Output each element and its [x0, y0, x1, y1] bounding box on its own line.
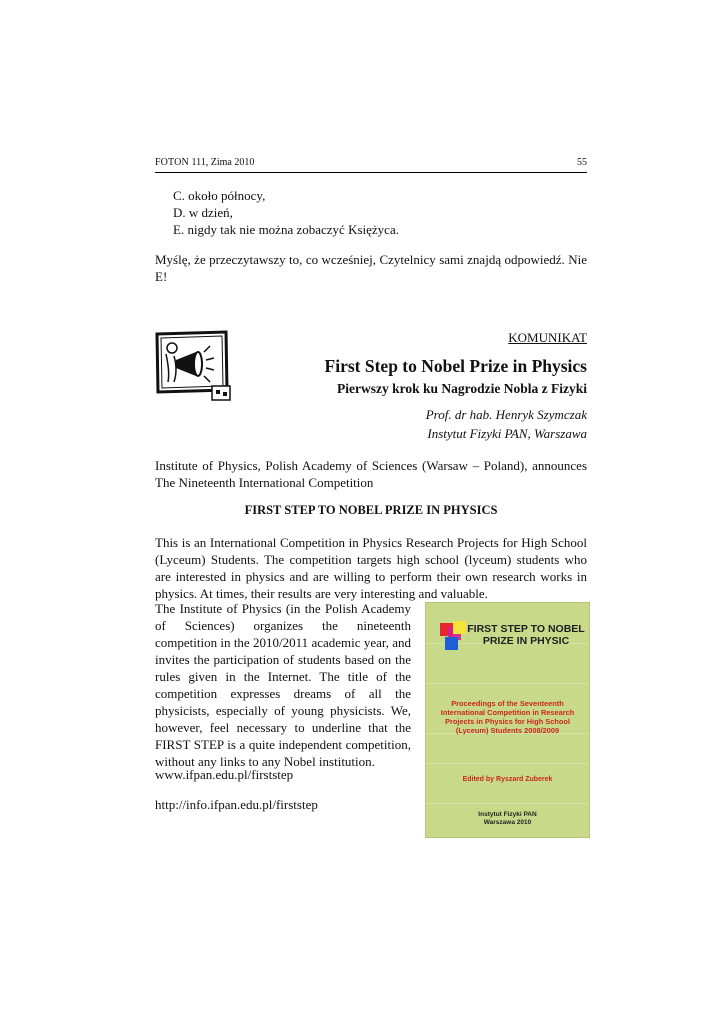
article-subtitle: Pierwszy krok ku Nagrodzie Nobla z Fizyki	[337, 381, 587, 396]
section-label: KOMUNIKAT	[508, 330, 587, 345]
author-affiliation: Instytut Fizyki PAN, Warszawa	[427, 426, 587, 441]
cover-title: FIRST STEP TO NOBEL PRIZE IN PHYSIC	[467, 623, 585, 647]
body-paragraph-wrapped: The Institute of Physics (in the Polish Academy of Sciences) organizes the nineteenth competition in the 2010/2011 academic year, and invites the participation of students based on the rules given in the Internet. The title of the competition expresses dreams of all the physicists, especially of young physicists. We, however, feel necessary to underline that the FIRST STEP is a quite independent competition, without any links to any Nobel institution.	[155, 601, 411, 769]
article-title: First Step to Nobel Prize in Physics	[324, 356, 587, 376]
closing-paragraph: Myślę, że przeczytawszy to, co wcześniej, Czytelnicy sami znajdą odpowiedź. Nie E!	[155, 252, 587, 284]
answer-options	[173, 187, 399, 238]
megaphone-icon	[154, 330, 234, 402]
competition-heading: FIRST STEP TO NOBEL PRIZE IN PHYSICS	[244, 503, 498, 517]
option-d: D. w dzień,	[173, 205, 233, 220]
author-name: Prof. dr hab. Henryk Szymczak	[425, 407, 587, 422]
book-cover-image	[425, 602, 590, 838]
running-header	[155, 156, 587, 173]
option-c: C. około północy,	[173, 188, 266, 203]
info-link[interactable]: http://info.ifpan.edu.pl/firststep	[155, 797, 318, 812]
cover-editor: Edited by Ryszard Zuberek	[462, 776, 553, 783]
journal-issue: FOTON 111, Zima 2010	[155, 157, 255, 168]
cover-publisher: Instytut Fizyki PAN Warszawa 2010	[478, 811, 537, 826]
cover-blue-square	[445, 637, 458, 650]
cover-proceedings: Proceedings of the Seventeenth International Competition in Research Projects in Physics for High School (Lyceum) Students 2008/2009	[440, 699, 575, 735]
cover-yellow-square	[453, 621, 466, 634]
website-link[interactable]: www.ifpan.edu.pl/firststep	[155, 767, 294, 782]
intro-paragraph: Institute of Physics, Polish Academy of Sciences (Warsaw – Poland), announces The Nineteenth International Competition	[155, 458, 587, 490]
option-e: E. nigdy tak nie można zobaczyć Księżyca.	[173, 222, 399, 237]
body-paragraph: This is an International Competition in Physics Research Projects for High School (Lyceum) Students. The competition targets high school (lyceum) students who are interested in physics and are willing to perform their own research works in physics. At times, their results are very interesting and valuable.	[155, 535, 587, 601]
page-number: 55	[577, 157, 587, 168]
